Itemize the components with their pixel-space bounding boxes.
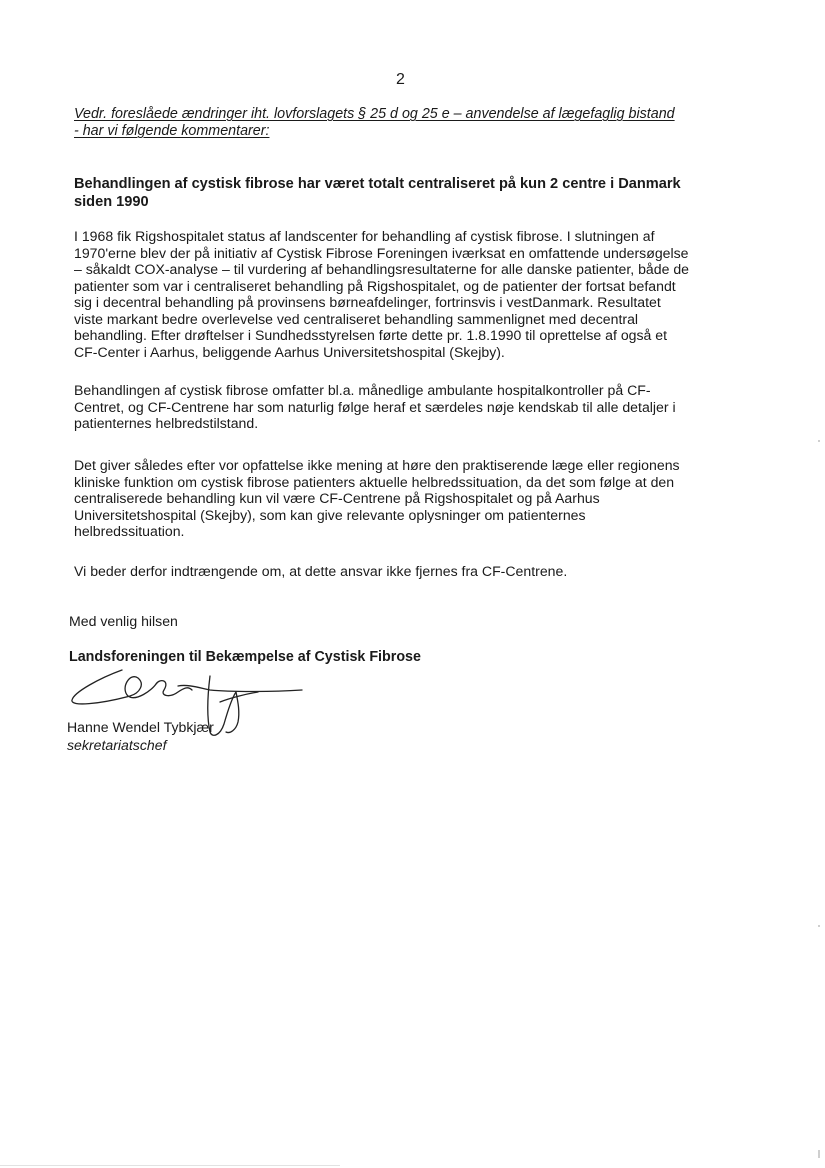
signer-title: sekretariatschef	[67, 737, 167, 753]
section-heading: Behandlingen af cystisk fibrose har været totalt centraliseret på kun 2 centre i Danmark siden 1990	[74, 176, 681, 210]
scan-bottom-line	[0, 1165, 340, 1166]
page-number: 2	[396, 71, 405, 88]
subject-line: Vedr. foreslåede ændringer iht. lovforslagets § 25 d og 25 e – anvendelse af lægefaglig bistand - har vi følgende kommentarer:	[74, 106, 675, 139]
body-paragraph: Behandlingen af cystisk fibrose omfatter bl.a. månedlige ambulante hospitalkontroller på CF- Centret, og CF-Centrene har som naturlig følge heraf et særdeles nøje kendskab til alle detaljer i patienternes helbredstilstand.	[74, 382, 676, 431]
organization-name: Landsforeningen til Bekæmpelse af Cystisk Fibrose	[69, 649, 421, 665]
body-paragraph: Vi beder derfor indtrængende om, at dette ansvar ikke fjernes fra CF-Centrene.	[74, 563, 568, 579]
body-paragraph: I 1968 fik Rigshospitalet status af landscenter for behandling af cystisk fibrose. I slutningen af 1970'erne blev der på initiativ af Cystisk Fibrose Foreningen iværksat en omfattende undersøgelse – såkaldt COX-analyse – til vurdering af behandlingsresultaterne for alle danske patienter, både de patienter som var i centraliseret behandling på Rigshospitalet, og de patienter der fortsat befandt sig i decentral behandling på provinsens børneafdelinger, fortrinsvis i vestDanmark. Resultatet viste markant bedre overlevelse ved centraliseret behandling sammenlignet med decentral behandling. Efter drøftelser i Sundhedsstyrelsen førte dette pr. 1.8.1990 til oprettelse af også et CF-Center i Aarhus, beliggende Aarhus Universitetshospital (Skejby).	[74, 228, 690, 360]
signer-name: Hanne Wendel Tybkjær	[67, 719, 214, 735]
body-paragraph: Det giver således efter vor opfattelse ikke mening at høre den praktiserende læge eller regionens kliniske funktion om cystisk fibrose patienters aktuelle helbredssituation, da det som følge at den centraliserede behandling kun vil være CF-Centrene på Rigshospitalet og på Aarhus Universitetshospital (Skejby), som kan give relevante oplysninger om patienternes helbredssituation.	[74, 457, 680, 539]
closing-salutation: Med venlig hilsen	[69, 613, 178, 629]
scan-edge-mark	[818, 440, 820, 442]
scan-edge-mark	[818, 925, 820, 927]
scan-edge-mark	[818, 1150, 820, 1158]
